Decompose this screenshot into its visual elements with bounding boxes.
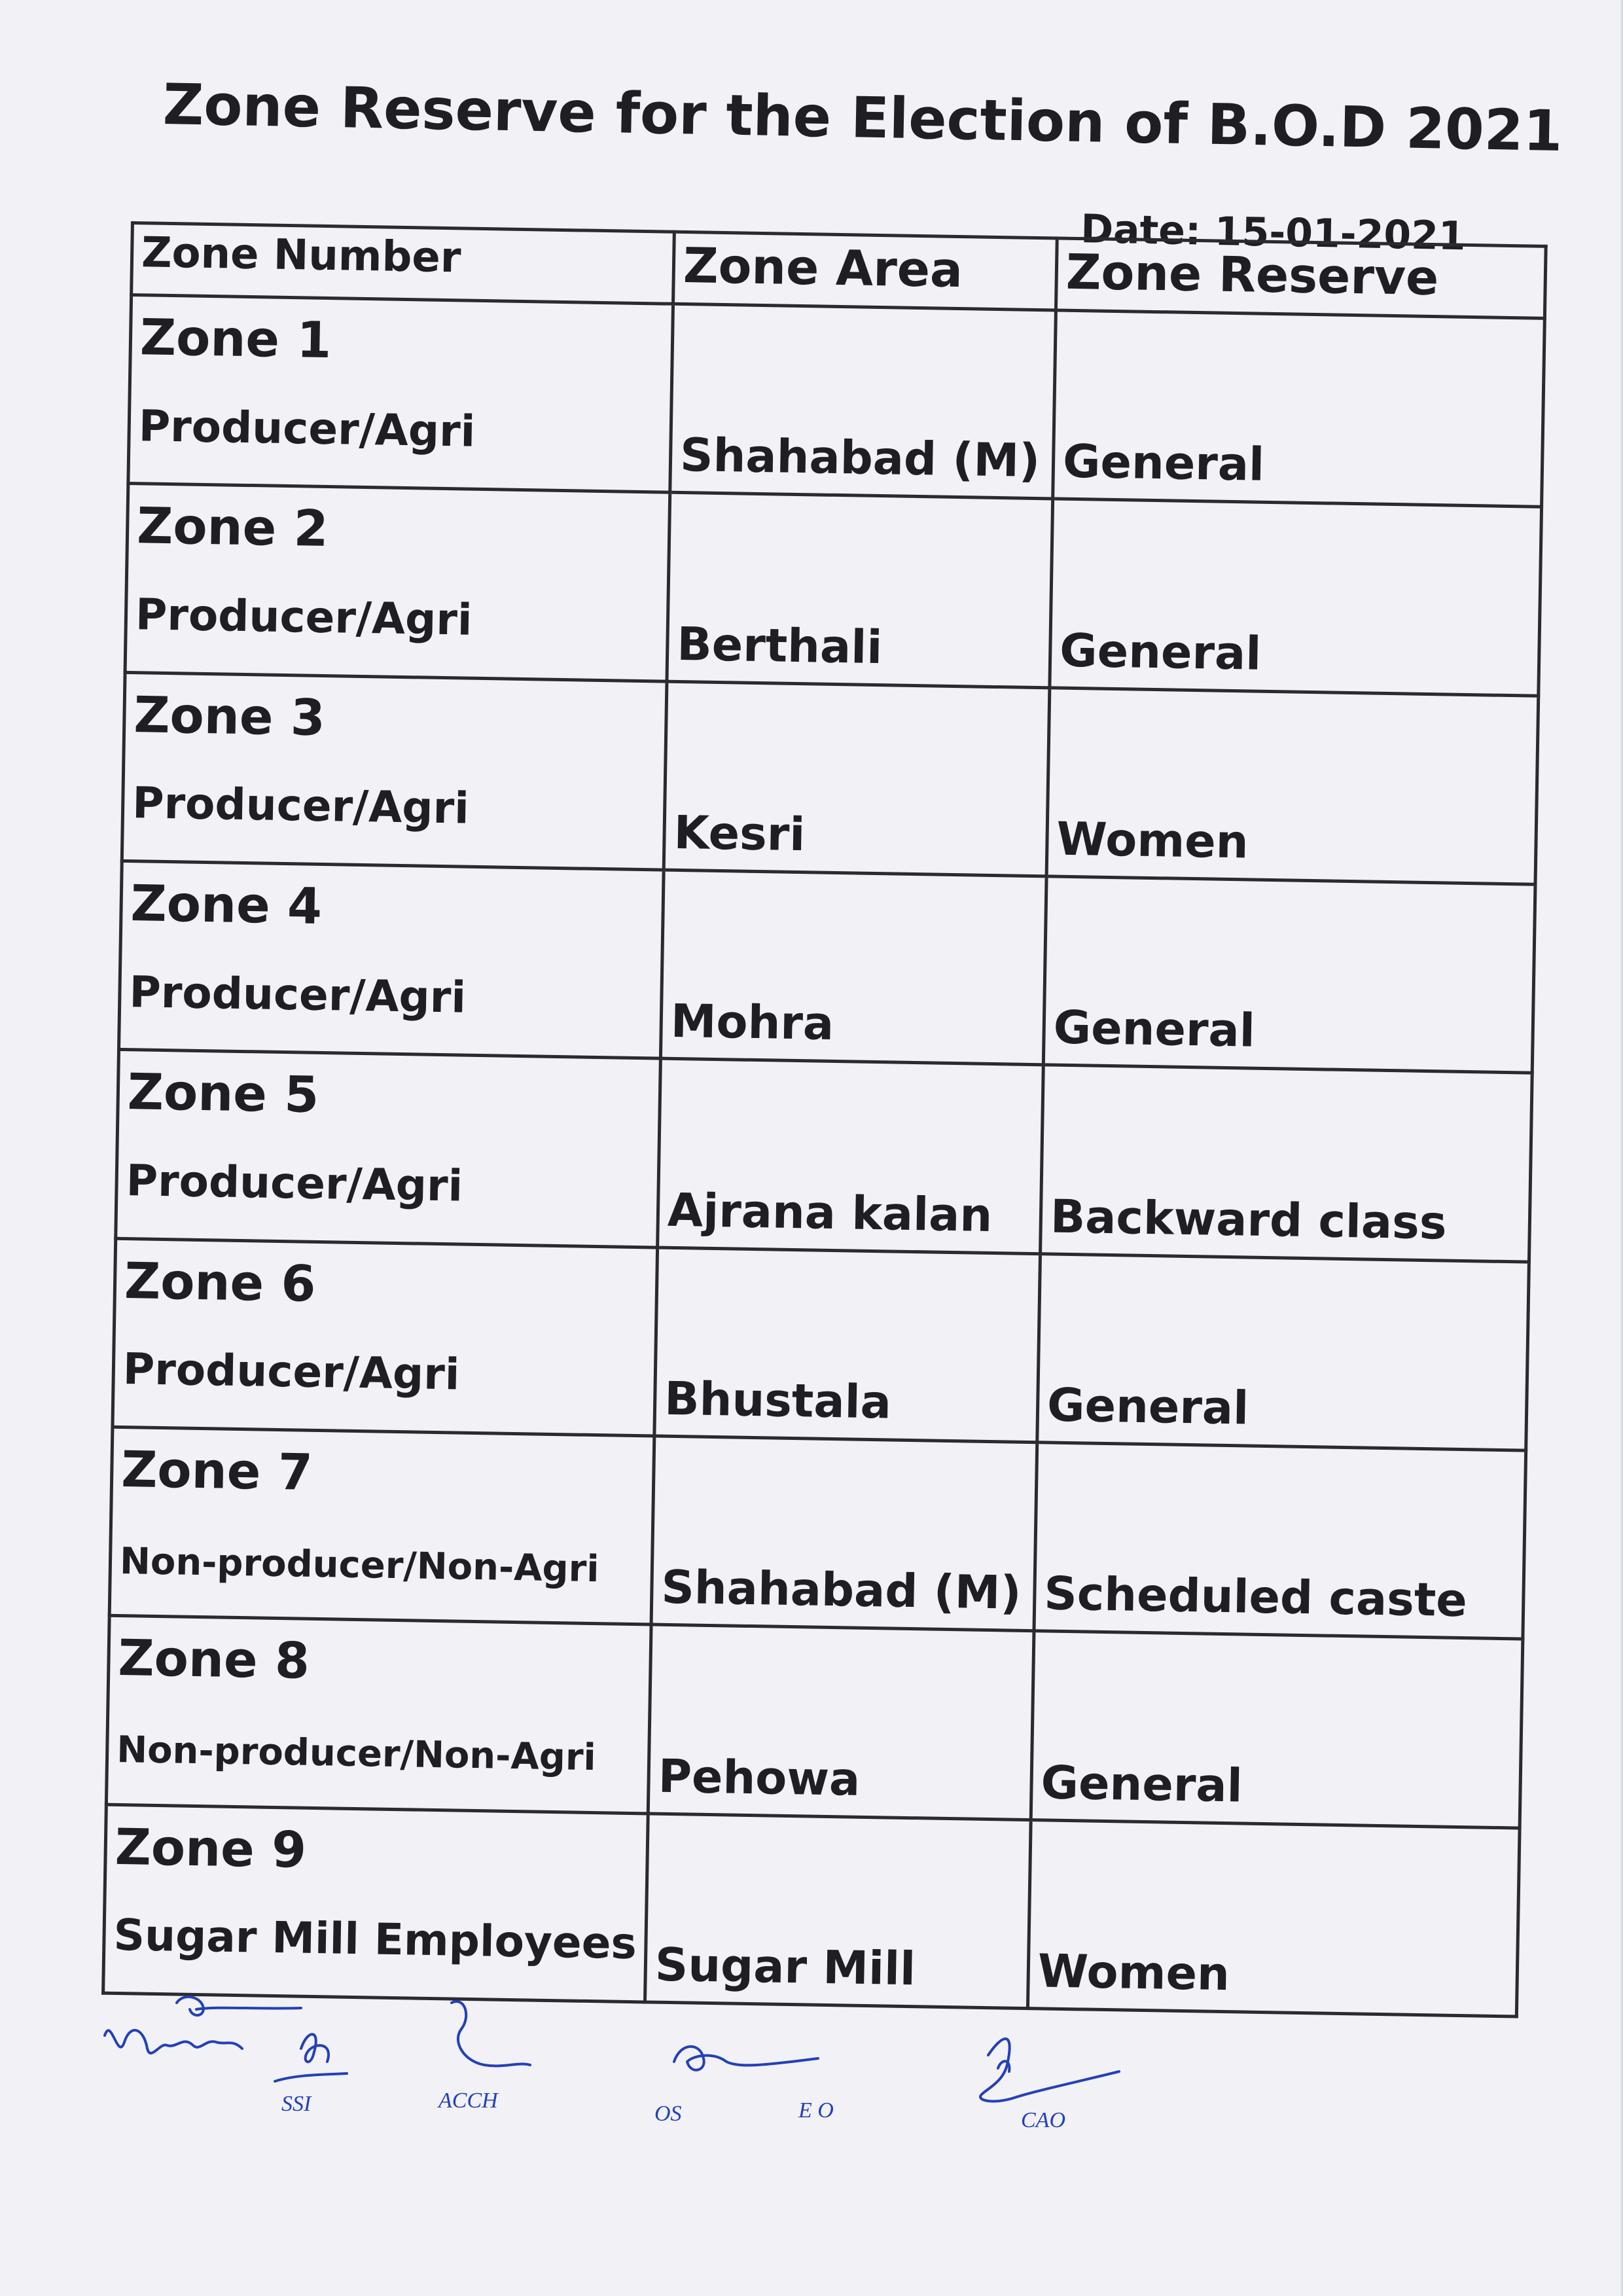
zone-number-cell bbox=[116, 1050, 661, 1247]
zone-category: Producer/Agri bbox=[138, 400, 476, 457]
zone-area-cell: Ajrana kalan bbox=[658, 1058, 1044, 1253]
zone-area-cell: Shahabad (M) bbox=[670, 304, 1056, 499]
signature-label: ACCH bbox=[438, 2089, 498, 2113]
zone-category: Non-producer/Non-Agri bbox=[119, 1539, 600, 1590]
zone-area-cell: Kesri bbox=[664, 681, 1050, 876]
zone-category: Sugar Mill Employees bbox=[113, 1910, 637, 1969]
zone-reserve-cell: General bbox=[1050, 499, 1542, 696]
zone-category: Non-producer/Non-Agri bbox=[116, 1728, 597, 1779]
zone-title: Zone 8 bbox=[117, 1628, 310, 1691]
zone-category: Producer/Agri bbox=[135, 589, 473, 645]
zone-title: Zone 4 bbox=[130, 874, 323, 936]
zone-category: Producer/Agri bbox=[122, 1344, 461, 1400]
zone-number-cell bbox=[125, 484, 670, 681]
zone-reserve-cell: General bbox=[1037, 1253, 1529, 1450]
header-zone-number: Zone Number bbox=[132, 223, 675, 304]
zone-title: Zone 6 bbox=[124, 1251, 317, 1313]
zone-reserve-cell: Women bbox=[1046, 688, 1539, 885]
zone-reserve-cell: Backward class bbox=[1041, 1065, 1533, 1262]
table-row bbox=[116, 1050, 1532, 1262]
zone-number-cell bbox=[106, 1616, 651, 1814]
zone-reserve-cell: Women bbox=[1027, 1820, 1520, 2017]
zone-number-cell bbox=[109, 1427, 654, 1624]
zone-area-cell: Mohra bbox=[660, 870, 1046, 1065]
signature-scribble bbox=[674, 2047, 818, 2070]
zone-number-cell bbox=[122, 672, 667, 870]
signature-scribble bbox=[177, 1997, 301, 2015]
signature-label: OS bbox=[654, 2102, 682, 2126]
zone-title: Zone 9 bbox=[115, 1817, 307, 1879]
signature-scribble bbox=[980, 2039, 1119, 2101]
header-zone-area: Zone Area bbox=[673, 232, 1058, 310]
header-zone-reserve: Zone Reserve bbox=[1056, 238, 1546, 318]
table-row bbox=[103, 1804, 1520, 2017]
zone-title: Zone 3 bbox=[133, 685, 326, 747]
zone-title: Zone 7 bbox=[120, 1440, 313, 1501]
table-row bbox=[125, 484, 1541, 696]
zone-area-cell: Shahabad (M) bbox=[651, 1436, 1037, 1631]
zone-area-cell: Berthali bbox=[667, 493, 1053, 688]
zone-area-cell: Bhustala bbox=[654, 1247, 1041, 1443]
signature-label: CAO bbox=[1021, 2108, 1065, 2132]
zone-reserve-cell: General bbox=[1053, 310, 1545, 507]
zone-category: Producer/Agri bbox=[126, 1155, 463, 1211]
zone-number-cell bbox=[128, 295, 673, 493]
signature-scribble bbox=[452, 2001, 530, 2066]
zone-title: Zone 2 bbox=[136, 496, 329, 558]
document-date: Date: 15-01-2021 bbox=[1080, 206, 1467, 260]
signature-scribble bbox=[105, 2030, 242, 2053]
zone-title: Zone 5 bbox=[127, 1062, 319, 1124]
zone-reserve-table-container bbox=[101, 221, 1544, 2018]
zone-reserve-table bbox=[101, 221, 1548, 2018]
zone-reserve-cell: Scheduled caste bbox=[1034, 1443, 1526, 1640]
zone-category: Producer/Agri bbox=[132, 778, 470, 834]
document-title: Zone Reserve for the Election of B.O.D 2021 bbox=[162, 72, 1563, 165]
signature-area bbox=[85, 1990, 1132, 2186]
table-row bbox=[128, 295, 1544, 507]
table-row bbox=[122, 672, 1538, 884]
signature-label: SSI bbox=[281, 2092, 312, 2116]
table-row bbox=[119, 861, 1535, 1073]
signature-scribble bbox=[275, 2034, 347, 2081]
table-row bbox=[113, 1238, 1529, 1450]
zone-reserve-cell: General bbox=[1031, 1631, 1523, 1828]
zone-reserve-cell: General bbox=[1043, 876, 1535, 1073]
table-row bbox=[109, 1427, 1525, 1639]
zone-number-cell bbox=[119, 861, 664, 1058]
zone-title: Zone 1 bbox=[139, 308, 332, 370]
signature-label: E O bbox=[798, 2098, 834, 2123]
table-row bbox=[106, 1616, 1522, 1828]
zone-number-cell bbox=[113, 1238, 658, 1436]
zone-area-cell: Pehowa bbox=[648, 1624, 1034, 1820]
handwritten-signatures bbox=[85, 1990, 1132, 2186]
zone-number-cell bbox=[103, 1804, 649, 2002]
zone-category: Producer/Agri bbox=[128, 966, 467, 1023]
zone-area-cell: Sugar Mill bbox=[645, 1814, 1031, 2009]
